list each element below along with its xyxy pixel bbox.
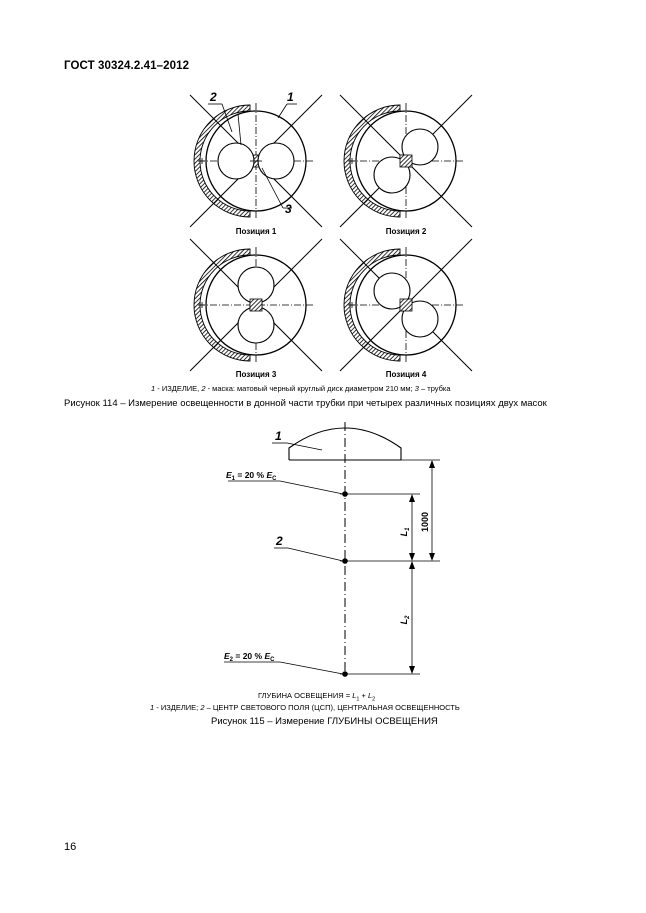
disc-position-4	[340, 239, 472, 371]
position-1-label: Позиция 1	[235, 227, 277, 236]
dim-1000: 1000	[420, 511, 430, 533]
dim-l2: $L_2$	[399, 615, 411, 625]
figure-115-legend: 1 - ИЗДЕЛИЕ; 2 – ЦЕНТР СВЕТОВОГО ПОЛЯ (ЦСП), ЦЕНТРАЛЬНАЯ ОСВЕЩЕННОСТЬ	[150, 703, 460, 712]
position-2-label: Позиция 2	[385, 227, 427, 236]
illumination-depth-formula: ГЛУБИНА ОСВЕЩЕНИЯ = $L_1 + L_2$	[258, 691, 376, 703]
position-3-label: Позиция 3	[235, 370, 277, 379]
page-number: 16	[64, 841, 77, 853]
figure-114-legend: 1 - ИЗДЕЛИЕ, 2 - маска: матовый черный круглый диск диаметром 210 мм; 3 – трубка	[151, 384, 451, 393]
dim-l1: $L_1$	[399, 527, 411, 537]
figure-115-caption: Рисунок 115 – Измерение ГЛУБИНЫ ОСВЕЩЕНИЯ	[211, 716, 438, 727]
figure-114-caption: Рисунок 114 – Измерение освещенности в донной части трубки при четырех различных позициях двух масок	[64, 398, 547, 409]
disc-position-1	[190, 95, 322, 227]
callout-3: 3	[285, 202, 292, 216]
fig115-callout-2: 2	[276, 534, 283, 548]
figure-115-drawing	[0, 410, 646, 690]
e2-label: $E_2 = 20$ % $E_C$	[224, 651, 275, 663]
document-header: ГОСТ 30324.2.41–2012	[64, 60, 190, 72]
callout-2: 2	[210, 90, 217, 104]
position-4-label: Позиция 4	[385, 370, 427, 379]
disc-position-3	[190, 239, 322, 371]
fig115-callout-1: 1	[275, 429, 282, 443]
e1-label: $E_1 = 20$ % $E_C$	[226, 470, 277, 482]
disc-position-2	[340, 95, 472, 227]
figure-114-drawing	[0, 0, 646, 400]
callout-1: 1	[287, 90, 294, 104]
